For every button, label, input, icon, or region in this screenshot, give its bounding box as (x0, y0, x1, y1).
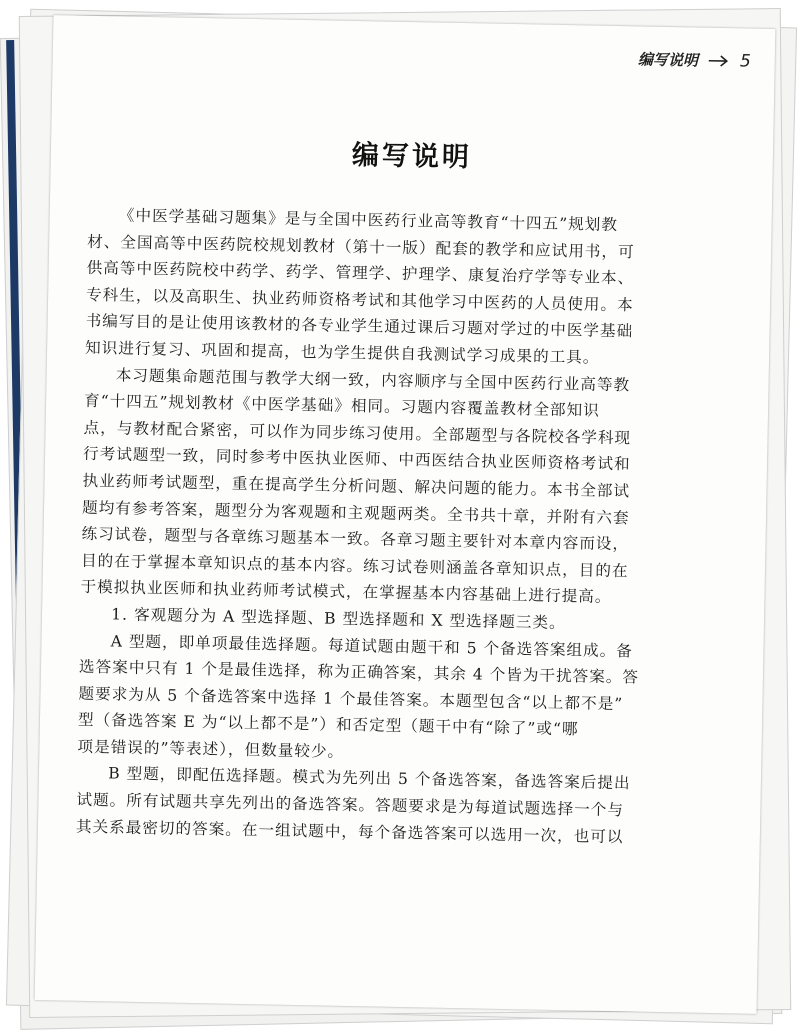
text-line: 目的在于掌握本章知识点的基本内容。练习试卷则涵盖各章知识点，目的在 (80, 551, 629, 581)
text-line: 题均有参考答案，题型分为客观题和主观题两类。全书共十章，并附有六套 (81, 498, 630, 527)
text-line: 专科生，以及高职生、执业药师资格考试和其他学习中医药的人员使用。本 (85, 285, 634, 315)
text-line: 供高等中医药院校中药学、药学、管理学、护理学、康复治疗学等专业本、 (86, 259, 635, 288)
text-line: 书编写目的是让使用该教材的各专业学生通过课后习题对学过的中医学基础 (85, 312, 634, 341)
text-line: 知识进行复习、巩固和提高，也为学生提供自我测试学习成果的工具。 (84, 338, 600, 367)
text-line: 项是错误的”等表述），但数量较少。 (77, 737, 345, 761)
text-line: 型（备选答案 E 为“以上都不是”）和否定型（题干中有“除了”或“哪 (77, 711, 579, 739)
page-number: 5 (739, 50, 751, 72)
text-line: 试题。所有试题共享先列出的备选答案。答题要求是为每道试题选择一个与 (76, 790, 625, 820)
text-line: 1. 客观题分为 A 型选择题、B 型选择题和 X 型选择题三类。 (111, 605, 566, 633)
text-line: 《中医学基础习题集》是与全国中医药行业高等教育“十四五”规划教 (118, 206, 619, 235)
book-page (35, 15, 776, 1014)
text-line: 行考试题型一致，同时参考中医执业医师、中西医结合执业医师资格考试和 (82, 445, 631, 474)
body-text (76, 202, 738, 853)
text-line: 育“十四五”规划教材《中医学基础》相同。习题内容覆盖教材全部知识 (83, 391, 600, 420)
text-line: 点，与教材配合紧密，可以作为同步练习使用。全部题型与各院校各学科现 (83, 418, 632, 448)
arrow-right-icon (708, 53, 730, 67)
page-title: 编写说明 (351, 139, 473, 174)
text-line: 练习试卷，题型与各章练习题基本一致。各章习题主要针对本章内容而设， (81, 524, 630, 554)
text-line: 本习题集命题范围与教学大纲一致，内容顺序与全国中医药行业高等教 (115, 365, 631, 394)
text-line: 执业药师考试题型，重在提高学生分析问题、解决问题的能力。本书全部试 (82, 471, 631, 501)
text-line: 于模拟执业医师和执业药师考试模式，在掌握基本内容基础上进行提高。 (80, 578, 612, 607)
text-line: 材、全国高等中医药院校规划教材（第十一版）配套的教学和应试用书，可 (87, 232, 635, 261)
text-line: 选答案中只有 1 个是最佳选择，称为正确答案，其余 4 个皆为干扰答案。答 (78, 657, 640, 687)
text-line: B 型题，即配伍选择题。模式为先列出 5 个备选答案，备选答案后提出 (107, 764, 631, 793)
text-line: A 型题，即单项最佳选择题。每道试题由题干和 5 个备选答案组成。备 (110, 631, 634, 660)
running-header (638, 48, 751, 71)
text-line: 题要求为从 5 个备选答案中选择 1 个最佳答案。本题型包含“以上都不是” (78, 684, 624, 713)
running-head-title: 编写说明 (637, 50, 699, 70)
text-line: 其关系最密切的答案。在一组试题中，每个备选答案可以选用一次，也可以 (75, 817, 624, 846)
